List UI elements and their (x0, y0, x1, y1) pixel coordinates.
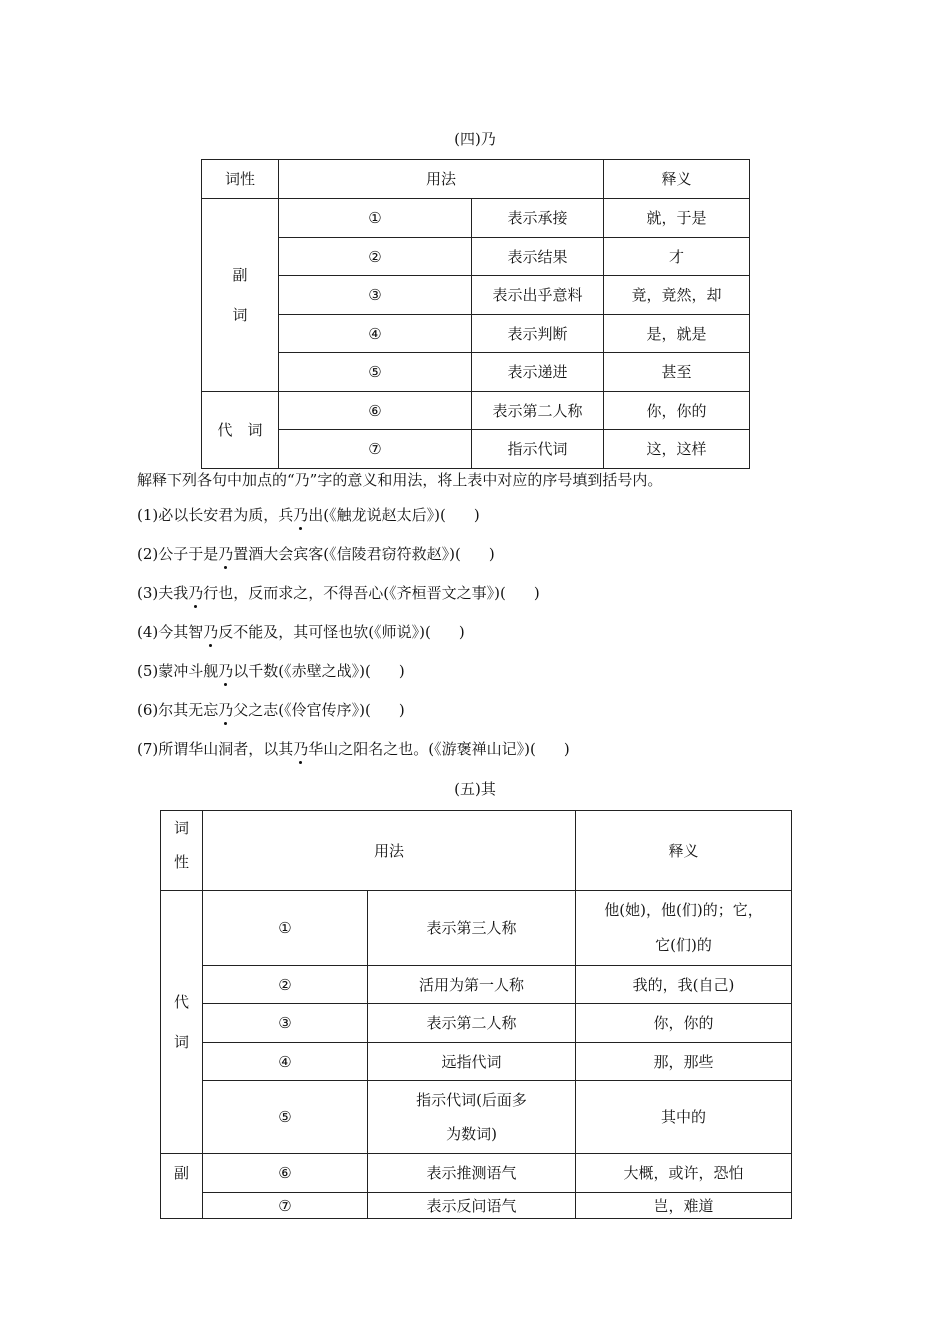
row-usage: 表示判断 (472, 315, 604, 353)
table-row (202, 353, 750, 392)
dotted-char: 乃 (203, 623, 219, 641)
header-usage: 用法 (279, 160, 604, 199)
row-meaning: 竟，竟然，却 (604, 276, 750, 315)
row-num: ⑤ (279, 353, 472, 392)
row-num: ④ (279, 315, 472, 353)
row-usage: 指示代词 (472, 430, 604, 469)
row-usage: 表示出乎意料 (472, 276, 604, 315)
table-row (161, 1081, 792, 1154)
table-row (161, 1004, 792, 1043)
row-usage: 表示第三人称 (368, 891, 576, 966)
row-usage: 表示推测语气 (368, 1154, 576, 1193)
dotted-char: 乃 (293, 740, 309, 758)
section5-title: (五)其 (454, 780, 496, 798)
table-header-row (161, 811, 792, 891)
dotted-char: 乃 (218, 545, 234, 563)
row-num: ① (279, 199, 472, 238)
row-num: ⑥ (279, 392, 472, 430)
row-num: ② (203, 966, 368, 1004)
question-6: (6)尔其无忘乃父之志(《伶官传序》)( ) (137, 701, 405, 719)
row-num: ⑦ (279, 430, 472, 469)
table-row (202, 430, 750, 469)
question-5: (5)蒙冲斗舰乃以千数(《赤壁之战》)( ) (137, 662, 405, 680)
row-num: ⑥ (203, 1154, 368, 1193)
row-usage: 远指代词 (368, 1043, 576, 1081)
row-meaning: 你，你的 (604, 392, 750, 430)
row-usage: 指示代词(后面多 为数词) (368, 1081, 576, 1154)
table-header-row (202, 160, 750, 199)
table-row (202, 238, 750, 276)
header-meaning: 释义 (604, 160, 750, 199)
table-row (161, 1154, 792, 1193)
question-4: (4)今其智乃反不能及，其可怪也欤(《师说》)( ) (137, 623, 465, 641)
row-meaning: 岂，难道 (576, 1193, 792, 1219)
dotted-char: 乃 (188, 584, 204, 602)
dotted-char: 乃 (218, 662, 234, 680)
row-num: ② (279, 238, 472, 276)
row-usage: 表示结果 (472, 238, 604, 276)
table-row (202, 315, 750, 353)
row-meaning: 甚至 (604, 353, 750, 392)
header-pos: 词 性 (161, 811, 203, 891)
row-num: ③ (203, 1004, 368, 1043)
table-row (202, 199, 750, 238)
instruction-text: 解释下列各句中加点的“乃”字的意义和用法，将上表中对应的序号填到括号内。 (137, 471, 663, 489)
question-7: (7)所谓华山洞者，以其乃华山之阳名之也。(《游褒禅山记》)( ) (137, 740, 570, 758)
row-usage: 表示承接 (472, 199, 604, 238)
row-meaning: 那，那些 (576, 1043, 792, 1081)
pos-pronoun: 代 词 (161, 891, 203, 1154)
table-qi (160, 810, 792, 1219)
row-num: ③ (279, 276, 472, 315)
row-num: ① (203, 891, 368, 966)
row-meaning: 是，就是 (604, 315, 750, 353)
row-meaning: 他(她)，他(们)的；它， 它(们)的 (576, 891, 792, 966)
question-3: (3)夫我乃行也，反而求之，不得吾心(《齐桓晋文之事》)( ) (137, 584, 540, 602)
pos-adverb: 副 词 (202, 199, 279, 392)
dotted-char: 乃 (293, 506, 309, 524)
table-row (161, 891, 792, 966)
row-usage: 表示第二人称 (368, 1004, 576, 1043)
question-1: (1)必以长安君为质，兵乃出(《触龙说赵太后》)( ) (137, 506, 480, 524)
table-row (161, 966, 792, 1004)
row-meaning: 这，这样 (604, 430, 750, 469)
table-row (202, 392, 750, 430)
question-2: (2)公子于是乃置酒大会宾客(《信陵君窃符救赵》)( ) (137, 545, 495, 563)
table-nai (201, 159, 750, 469)
row-meaning: 你，你的 (576, 1004, 792, 1043)
row-meaning: 才 (604, 238, 750, 276)
section4-title: (四)乃 (454, 130, 496, 148)
row-num: ⑦ (203, 1193, 368, 1219)
row-num: ⑤ (203, 1081, 368, 1154)
row-usage: 活用为第一人称 (368, 966, 576, 1004)
pos-adverb: 副 (161, 1154, 203, 1219)
pos-pronoun: 代 词 (202, 392, 279, 469)
row-meaning: 就，于是 (604, 199, 750, 238)
dotted-char: 乃 (218, 701, 234, 719)
row-usage: 表示递进 (472, 353, 604, 392)
header-meaning: 释义 (576, 811, 792, 891)
row-num: ④ (203, 1043, 368, 1081)
row-usage: 表示第二人称 (472, 392, 604, 430)
row-meaning: 其中的 (576, 1081, 792, 1154)
header-pos: 词性 (202, 160, 279, 199)
table-row (161, 1193, 792, 1219)
header-usage: 用法 (203, 811, 576, 891)
table-row (161, 1043, 792, 1081)
row-usage: 表示反问语气 (368, 1193, 576, 1219)
row-meaning: 我的，我(自己) (576, 966, 792, 1004)
row-meaning: 大概，或许，恐怕 (576, 1154, 792, 1193)
table-row (202, 276, 750, 315)
